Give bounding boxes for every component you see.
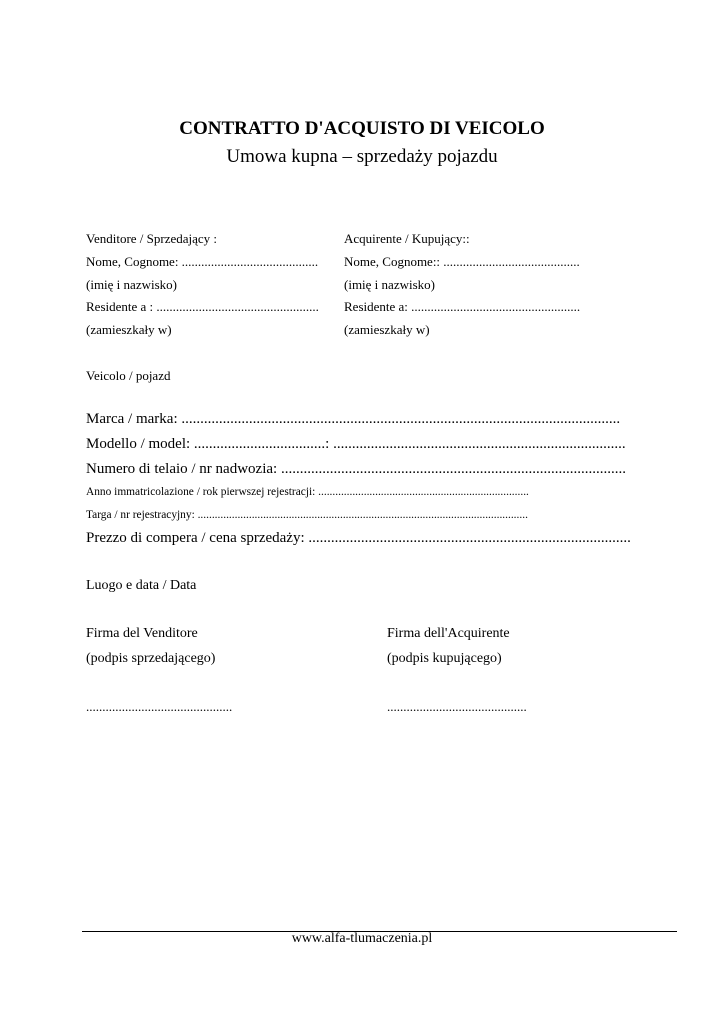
seller-residence-note: (zamieszkały w) bbox=[86, 322, 172, 337]
buyer-signature-label: Firma dell'Acquirente bbox=[387, 626, 510, 641]
seller-name-note: (imię i nazwisko) bbox=[86, 277, 177, 292]
seller-heading: Venditore / Sprzedający : bbox=[86, 231, 218, 246]
seller-name-field: Nome, Cognome: .......................................... bbox=[86, 254, 319, 269]
seller-signature-note: (podpis sprzedającego) bbox=[86, 651, 216, 666]
buyer-heading: Acquirente / Kupujący:: bbox=[344, 231, 470, 246]
vehicle-brand-field: Marca / marka: ..................................................................................................................... bbox=[86, 411, 621, 427]
buyer-residence-field: Residente a: .................................................... bbox=[344, 299, 581, 314]
seller-signature-label: Firma del Venditore bbox=[86, 626, 198, 641]
buyer-signature-line: ........................................... bbox=[387, 699, 527, 714]
buyer-residence-note: (zamieszkały w) bbox=[344, 322, 430, 337]
seller-signature-line: ............................................. bbox=[86, 699, 233, 714]
vehicle-chassis-field: Numero di telaio / nr nadwozia: ............................................................................................ bbox=[86, 461, 626, 477]
footer-website: www.alfa-tlumaczenia.pl bbox=[291, 931, 433, 946]
buyer-name-note: (imię i nazwisko) bbox=[344, 277, 435, 292]
vehicle-price-field: Prezzo di compera / cena sprzedaży: ...................................................................................... bbox=[86, 530, 631, 546]
seller-residence-field: Residente a : .................................................. bbox=[86, 299, 319, 314]
buyer-signature-note: (podpis kupującego) bbox=[387, 651, 502, 666]
document-subtitle: Umowa kupna – sprzedaży pojazdu bbox=[226, 146, 498, 167]
vehicle-plate-field: Targa / nr rejestracyjny: .................................................................................................................... bbox=[86, 509, 528, 521]
place-date-label: Luogo e data / Data bbox=[86, 578, 197, 593]
buyer-name-field: Nome, Cognome:: .......................................... bbox=[344, 254, 580, 269]
vehicle-registration-year-field: Anno immatricolazione / rok pierwszej rejestracji: .......................................................................... bbox=[86, 486, 529, 498]
document-title: CONTRATTO D'ACQUISTO DI VEICOLO bbox=[179, 118, 545, 139]
vehicle-heading: Veicolo / pojazd bbox=[86, 368, 171, 383]
vehicle-model-field: Modello / model: ...................................: .............................................................................. bbox=[86, 436, 626, 452]
